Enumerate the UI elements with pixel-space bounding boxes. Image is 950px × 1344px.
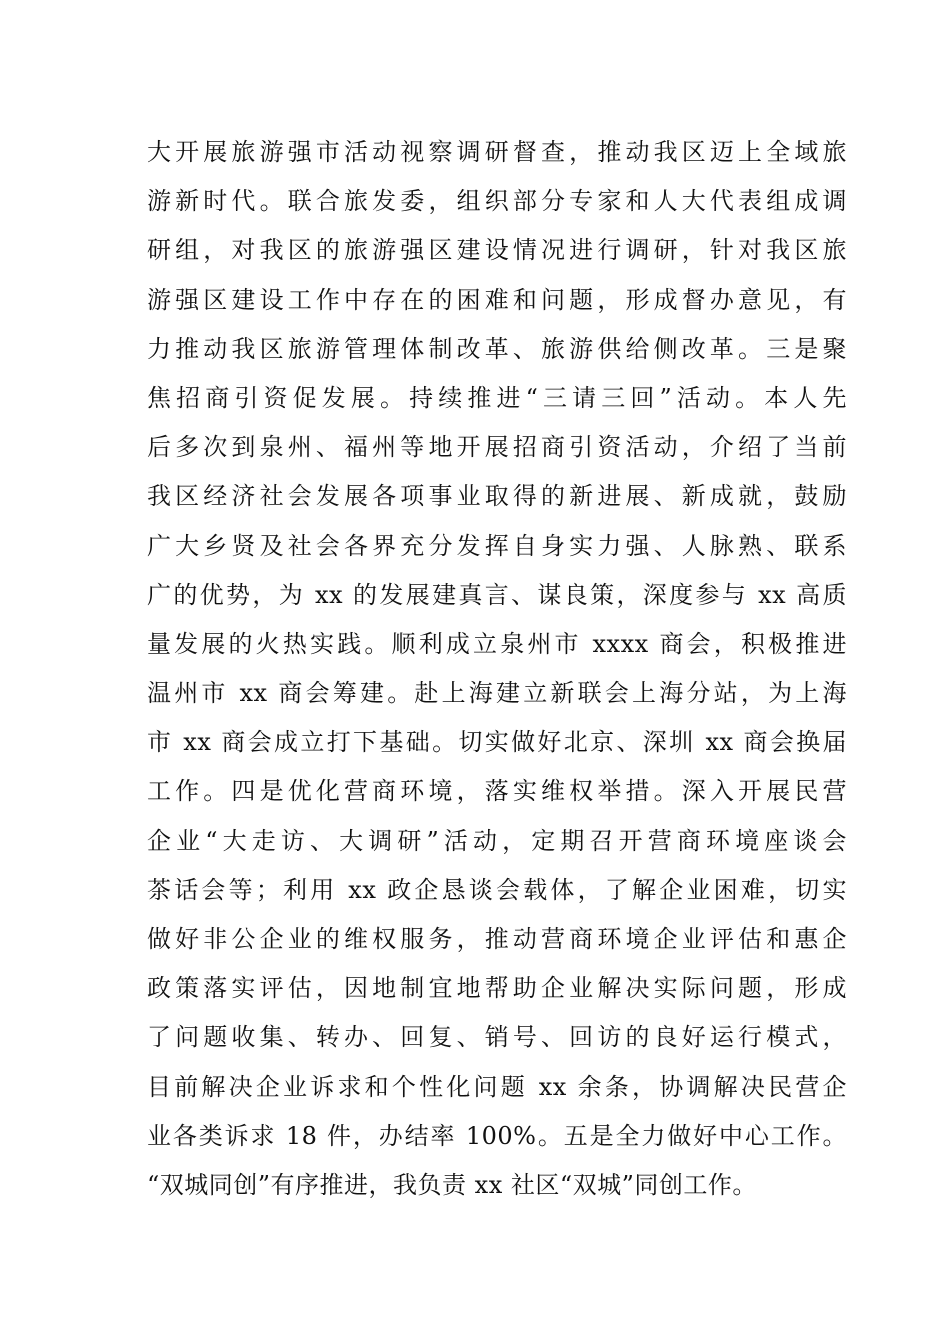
text-line-15: 企业“大走访、大调研”活动，定期召开营商环境座谈会: [147, 826, 847, 855]
text-line-7: 后多次到泉州、福州等地开展招商引资活动，介绍了当前: [147, 433, 847, 462]
text-line-1: 大开展旅游强市活动视察调研督查，推动我区迈上全域旅: [147, 138, 847, 166]
text-line-6: 焦招商引资促发展。持续推进“三请三回”活动。本人先: [147, 383, 847, 412]
text-line-13: 市 xx 商会成立打下基础。切实做好北京、深圳 xx 商会换届: [147, 728, 847, 757]
text-line-21: 业各类诉求 18 件，办结率 100%。五是全力做好中心工作。: [147, 1121, 847, 1150]
body-text: [147, 128, 847, 1210]
text-line-18: 政策落实评估，因地制宜地帮助企业解决实际问题，形成: [147, 974, 847, 1003]
text-line-17: 做好非公企业的维权服务，推动营商环境企业评估和惠企: [147, 925, 847, 953]
text-line-20: 目前解决企业诉求和个性化问题 xx 余条，协调解决民营企: [147, 1072, 847, 1101]
text-line-19: 了问题收集、转办、回复、销号、回访的良好运行模式，: [147, 1023, 847, 1052]
text-line-8: 我区经济社会发展各项事业取得的新进展、新成就，鼓励: [147, 482, 847, 511]
text-line-2: 游新时代。联合旅发委，组织部分专家和人大代表组成调: [147, 187, 847, 216]
text-line-5: 力推动我区旅游管理体制改革、旅游供给侧改革。三是聚: [147, 334, 847, 363]
text-line-16: 茶话会等；利用 xx 政企恳谈会载体，了解企业困难，切实: [147, 875, 847, 904]
text-line-22: “双城同创”有序推进，我负责 xx 社区“双城”同创工作。: [147, 1170, 757, 1199]
text-line-10: 广的优势，为 xx 的发展建真言、谋良策，深度参与 xx 高质: [147, 580, 847, 609]
text-line-9: 广大乡贤及社会各界充分发挥自身实力强、人脉熟、联系: [147, 531, 847, 560]
text-line-12: 温州市 xx 商会筹建。赴上海建立新联会上海分站，为上海: [147, 679, 847, 708]
text-line-3: 研组，对我区的旅游强区建设情况进行调研，针对我区旅: [147, 236, 847, 265]
text-line-14: 工作。四是优化营商环境，落实维权举措。深入开展民营: [147, 777, 847, 806]
text-line-11: 量发展的火热实践。顺利成立泉州市 xxxx 商会，积极推进: [147, 629, 847, 658]
text-line-4: 游强区建设工作中存在的困难和问题，形成督办意见，有: [147, 285, 847, 314]
